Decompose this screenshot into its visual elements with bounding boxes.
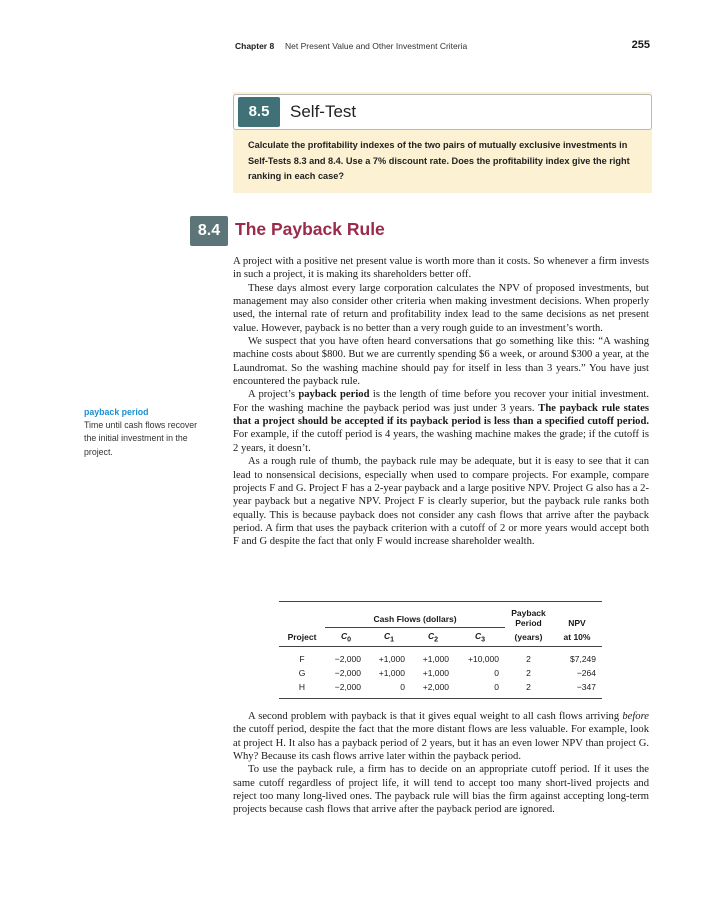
table-cell: −2,000 (334, 682, 361, 692)
paragraph-1: A project with a positive net present value is worth more than it costs. So whenever a firm invests in such a project, it is making its shareholders better off. (233, 256, 649, 281)
c1-column-header: $C_1$ (367, 628, 411, 647)
payback-period-term: payback period (298, 389, 370, 401)
table-cell: −264 (576, 668, 596, 678)
table-cell: 0 (494, 682, 499, 692)
table-cell: −2,000 (334, 654, 361, 664)
paragraph-5: As a rough rule of thumb, the payback rule may be adequate, but it is easy to see that it can lead to nonsensical decisions, especially when used to compare projects. For example, compare projects F and G. Project F has a 2-year payback and a large positive NPV. Project G also has a 2-year payback but a negative NPV. Project F is clearly superior, but the payback rule ranks both equally. This is because payback does not consider any cash flows that arrive after the payback period. A firm that uses the payback criterion with a cutoff of 2 or more years would accept both F and G despite the fact that only F would increase shareholder wealth. (233, 456, 649, 548)
paragraph-4-b: is the length of time before you recover your initial investment. For the washing machine the payback period was just under 3 years. (233, 389, 649, 414)
table-cell: 2 (526, 682, 531, 692)
table-cell: H (298, 682, 306, 692)
paragraph-6 (233, 710, 649, 763)
npv-header (552, 602, 602, 629)
paragraph-4 (233, 388, 649, 455)
table-cell: 2 (526, 654, 531, 664)
table-cell: G (298, 668, 306, 678)
cash-flows-group-header: Cash Flows (dollars) (325, 614, 505, 628)
self-test-title: Self-Test (290, 102, 357, 121)
page-number: 255 (631, 39, 650, 51)
running-head (235, 40, 650, 54)
table-cell: +10,000 (468, 654, 499, 664)
payback-rule-statement: The payback rule states that a project should be accepted if its payback period is less than a specified cutoff period. (233, 402, 649, 428)
chapter-label: Chapter 8 (235, 41, 275, 51)
table-cell: $7,249 (570, 654, 596, 664)
paragraph-6-b: the cutoff period, despite the fact that the more distant flows are less valuable. For example, look at project H. It also has a payback period of 2 years, but it has an even lower NPV than project G. Why? Because its cash flows arrive later within the payback period. (233, 724, 649, 763)
c3-column-header: $C_3$ (455, 628, 505, 647)
npv-rate-header: at 10% (552, 628, 602, 647)
table-cell: 0 (400, 682, 405, 692)
project-column-header: Project (279, 628, 325, 647)
payback-years-header: (years) (505, 628, 552, 647)
npv-header-line-1: NPV (568, 618, 586, 628)
paragraph-6-a: A second problem with payback is that it gives equal weight to all cash flows arriving (248, 711, 623, 722)
table-row (279, 647, 602, 667)
table-cell: +2,000 (422, 682, 449, 692)
table-cell: 2 (526, 668, 531, 678)
margin-note (84, 406, 209, 459)
table-cell: +1,000 (378, 654, 405, 664)
paragraph-4-c: For example, if the cutoff period is 4 years, the washing machine makes the grade; if the cutoff is 2 years, it doesn’t. (233, 429, 649, 454)
payback-header (505, 602, 552, 629)
table-row (279, 666, 602, 680)
table-cell: −347 (576, 682, 596, 692)
table-cell: −2,000 (334, 668, 361, 678)
payback-header-line-2: Period (515, 618, 542, 628)
table-cell: F (299, 654, 305, 664)
section-title: The Payback Rule (235, 219, 385, 239)
self-test-number: 8.5 (238, 97, 280, 127)
table-row (279, 680, 602, 699)
section-number: 8.4 (190, 216, 228, 246)
table-cell: +1,000 (422, 668, 449, 678)
paragraph-6-emphasis: before (622, 711, 649, 722)
paragraph-7: To use the payback rule, a firm has to decide on an appropriate cutoff period. If it uses the same cutoff regardless of project life, it will tend to accept too many short-lived projects and reject too many long-lived ones. The payback rule will bias the firm against accepting long-term projects because cash flows that arrive after the payback period are ignored. (233, 764, 649, 816)
self-test-header (233, 94, 652, 130)
paragraph-2: These days almost every large corporation calculates the NPV of proposed investments, but management may also consider other criteria when making investment decisions. When properly used, the internal rate of return and profitability index lead to the same decisions as net present value. However, payback is no better than a very rough guide to an investment’s worth. (233, 282, 649, 334)
body-text-top (233, 255, 649, 549)
payback-header-line-1: Payback (511, 608, 546, 618)
c2-column-header: $C_2$ (411, 628, 455, 647)
table-cell: +1,000 (422, 654, 449, 664)
margin-note-definition: Time until cash flows recover the initial investment in the project. (84, 420, 198, 457)
paragraph-3: We suspect that you have often heard conversations that go something like this: “A washing machine costs about $800. But we are currently spending $6 a week, or around $300 a year, at the Laundromat. So the washing machine should pay for itself in less than 3 years.” You have just encountered the payback rule. (233, 336, 649, 388)
table-cell: +1,000 (378, 668, 405, 678)
margin-note-term: payback period (84, 407, 149, 417)
cash-flow-table (279, 601, 602, 699)
paragraph-4-a: A project’s (248, 389, 299, 401)
self-test-box (233, 92, 652, 193)
body-text-bottom (233, 710, 649, 817)
c0-column-header: $C_0$ (325, 628, 367, 647)
self-test-question: Calculate the profitability indexes of the two pairs of mutually exclusive investments in Self-Tests 8.3 and 8.4. Use a 7% discount rate. Does the profitability index give the right ranking in each case? (248, 140, 630, 181)
table-cell: 0 (494, 668, 499, 678)
chapter-title: Net Present Value and Other Investment Criteria (285, 41, 468, 51)
